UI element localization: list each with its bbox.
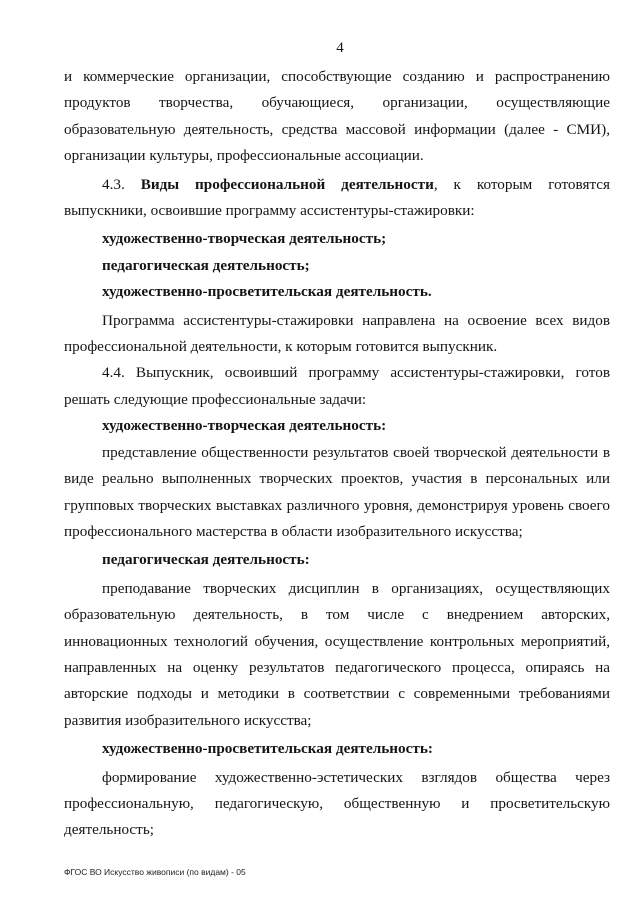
activity-types-heading: Виды профессиональной деятельности <box>140 175 434 193</box>
paragraph-pedagogical-tasks: преподавание творческих дисциплин в организациях, осуществляющих образовательную деятельность, в том числе с внедрением авторских, инновационных технологий обучения, осуществление контрольных мероприятий, направленных на оценку результатов педагогического процесса, опираясь на авторские подходы и методики в соответствии с современными требованиями развития изобразительного искусства; <box>64 579 610 729</box>
paragraph-activity-types <box>64 172 610 225</box>
activity-types-text: , к которым готовятся выпускники, освоившие программу ассистентуры-стажировки: <box>64 175 610 220</box>
list-item-creative: художественно-творческая деятельность; <box>102 230 387 248</box>
heading-pedagogical-activity: педагогическая деятельность: <box>102 551 310 569</box>
heading-creative-activity: художественно-творческая деятельность: <box>102 417 387 435</box>
page-number: 4 <box>336 40 344 56</box>
page-footer: ФГОС ВО Искусство живописи (по видам) - 05 <box>64 867 246 877</box>
paragraph-educational-tasks: формирование художественно-эстетических взглядов общества через профессиональную, педагогическую, общественную и просветительскую деятельность; <box>64 768 610 839</box>
list-item-pedagogical: педагогическая деятельность; <box>102 256 310 274</box>
paragraph-creative-tasks: представление общественности результатов своей творческой деятельности в виде реально выполненных творческих проектов, участия в персональных или групповых творческих выставках различного уровня, демонстрируя уровень своего профессионального мастерства в области изобразительного искусства; <box>64 443 610 540</box>
paragraph-4-4: 4.4. Выпускник, освоивший программу ассистентуры-стажировки, готов решать следующие профессиональные задачи: <box>64 364 610 408</box>
paragraph-stakeholders: и коммерческие организации, способствующие созданию и распространению продуктов творчества, обучающиеся, организации, осуществляющие образовательную деятельность, средства массовой информации (далее - СМИ), организации культуры, профессиональные ассоциации. <box>64 68 610 165</box>
list-item-educational: художественно-просветительская деятельность. <box>102 283 432 301</box>
paragraph-program-focus: Программа ассистентуры-стажировки направлена на освоение всех видов профессиональной деятельности, к которым готовится выпускник. <box>64 311 610 356</box>
heading-educational-activity: художественно-просветительская деятельность: <box>102 740 433 758</box>
document-body <box>64 64 610 844</box>
section-number-4-3: 4.3. <box>102 175 125 193</box>
